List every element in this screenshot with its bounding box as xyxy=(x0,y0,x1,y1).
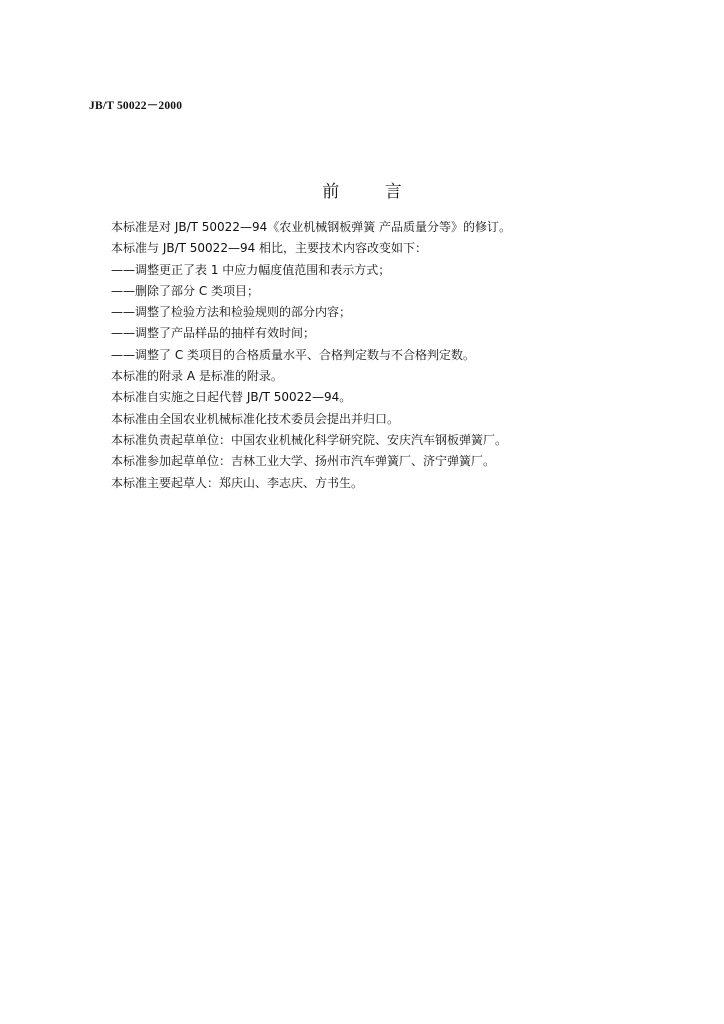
paragraph-revision-note: 本标准是对 JB/T 50022—94《农业机械钢板弹簧 产品质量分等》的修订。 xyxy=(111,220,512,234)
paragraph-change-item: ——调整了产品样品的抽样有效时间； xyxy=(111,326,316,341)
paragraph-change-item: ——调整更正了表 1 中应力幅度值范围和表示方式； xyxy=(111,262,391,277)
paragraph-participating-drafters: 本标准参加起草单位：吉林工业大学、扬州市汽车弹簧厂、济宁弹簧厂。 xyxy=(111,454,496,469)
paragraph-replacement-note: 本标准自实施之日起代替 JB/T 50022—94。 xyxy=(111,390,352,405)
document-code: JB/T 50022－2000 xyxy=(89,100,183,112)
paragraph-change-item: ——调整了 C 类项目的合格质量水平、合格判定数与不合格判定数。 xyxy=(111,347,476,362)
paragraph-lead-drafters: 本标准负责起草单位：中国农业机械化科学研究院、安庆汽车钢板弹簧厂。 xyxy=(111,432,508,447)
paragraph-changes-intro: 本标准与 JB/T 50022—94 相比，主要技术内容改变如下： xyxy=(111,241,428,256)
page-title: 前 言 xyxy=(322,182,422,202)
paragraph-change-item: ——调整了检验方法和检验规则的部分内容； xyxy=(111,305,352,320)
paragraph-change-item: ——删除了部分 C 类项目； xyxy=(111,283,260,298)
paragraph-proposer-note: 本标准由全国农业机械标准化技术委员会提出并归口。 xyxy=(111,411,400,426)
paragraph-appendix-note: 本标准的附录 A 是标准的附录。 xyxy=(111,369,283,384)
foreword-body xyxy=(111,217,631,494)
paragraph-main-authors: 本标准主要起草人：郑庆山、李志庆、方书生。 xyxy=(111,475,364,490)
